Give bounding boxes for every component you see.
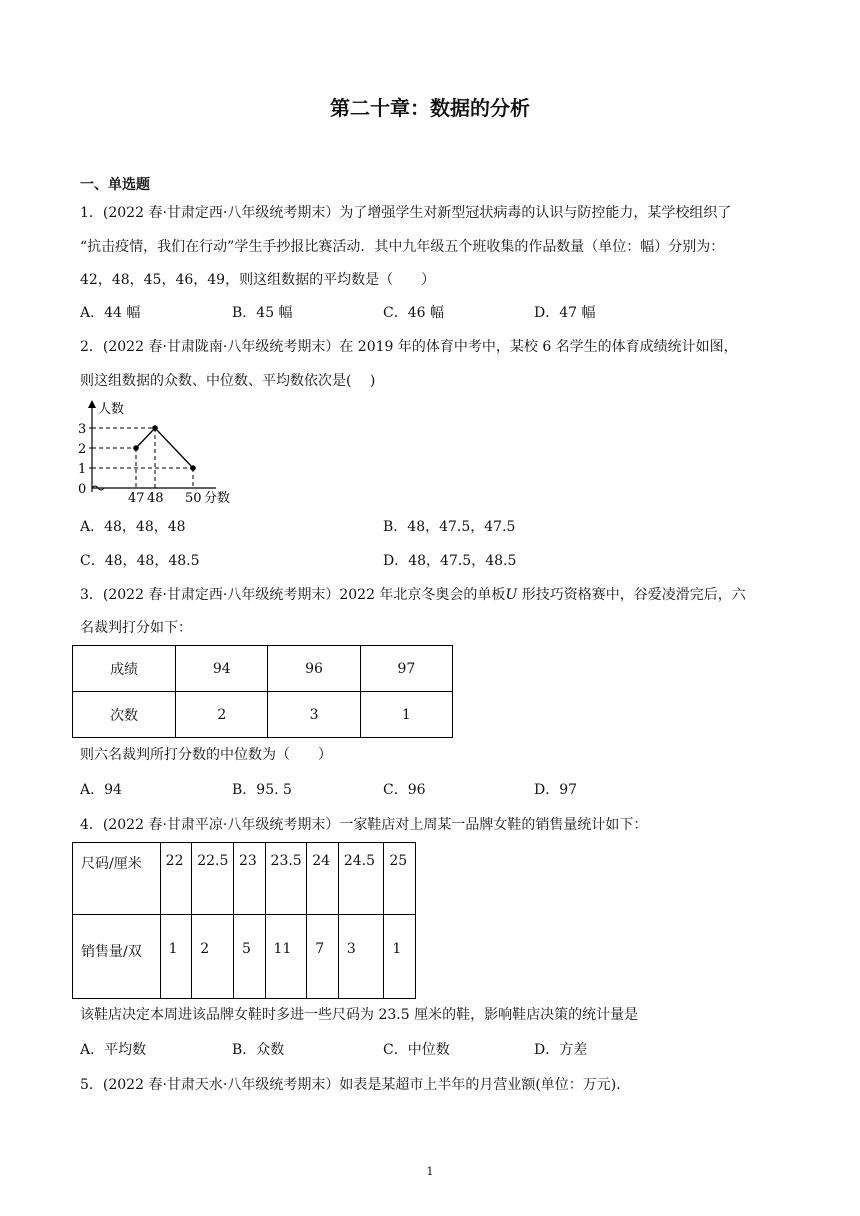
q5-line1: 5．(2022 春·甘肃天水·八年级统考期末）如表是某超市上半年的月营业额(单位：万元)． [80,1077,631,1093]
page-title: 第二十章：数据的分析 [330,96,530,120]
table-cell: 24.5 [338,843,384,915]
table-cell: 1 [160,915,192,999]
table-cell: 3 [268,692,360,738]
section-heading: 一、单选题 [80,177,150,193]
page-number: 1 [426,1165,434,1178]
q1-line3: 42，48，45，46，49，则这组数据的平均数是（ ） [80,272,436,288]
data-point [152,425,158,431]
table-cell: 5 [233,915,265,999]
table-cell: 2 [176,692,268,738]
data-point [190,465,196,471]
q1-option-b: B．45 幅 [232,305,293,321]
q3-line2: 名裁判打分如下： [80,620,192,636]
x-tick-label: 50 [185,491,202,506]
q4-option-d: D．方差 [534,1042,588,1058]
table-cell: 尺码/厘米 [73,843,161,915]
y-axis-arrow [88,400,96,408]
table-cell: 销售量/双 [73,915,161,999]
table-cell: 1 [384,915,416,999]
q3-option-b: B．95. 5 [232,782,292,798]
q3-line1-end: 形技巧资格赛中，谷爱凌滑完后，六 [517,587,746,603]
table-cell: 3 [338,915,384,999]
y-axis-label: 人数 [98,402,125,417]
q2-option-d: D．48，47.5，48.5 [383,553,517,569]
score-line-chart [76,398,246,508]
q4-line1: 4．(2022 春·甘肃平凉·八年级统考期末）一家鞋店对上周某一品牌女鞋的销售量统计如下： [80,817,648,833]
series-line [136,428,193,468]
q1-line1: 1．(2022 春·甘肃定西·八年级统考期末）为了增强学生对新型冠状病毒的认识与防控能力，某学校组织了 [80,205,732,221]
x-axis-label: 分数 [204,491,231,506]
q3-option-a: A．94 [80,782,122,798]
q3-option-c: C．96 [383,782,426,798]
q2-option-b: B．48，47.5，47.5 [383,519,516,535]
q2-line1: 2．(2022 春·甘肃陇南·八年级统考期末）在 2019 年的体育中考中，某校 6 名学生的体育成绩统计如图， [80,339,738,355]
table-cell: 94 [176,646,268,692]
q3-italic-u: U [505,587,518,603]
q4-sales-table [72,842,416,999]
q2-line2: 则这组数据的众数、中位数、平均数依次是( ) [80,373,376,389]
q3-line1-start: 3．(2022 春·甘肃定西·八年级统考期末）2022 年北京冬奥会的单板 [80,587,506,603]
table-cell: 23 [233,843,265,915]
q4-option-c: C．中位数 [383,1042,450,1058]
table-cell: 23.5 [265,843,307,915]
table-cell: 2 [192,915,234,999]
table-cell: 22.5 [192,843,234,915]
q4-option-b: B．众数 [232,1042,285,1058]
table-cell: 22 [160,843,192,915]
q4-option-a: A．平均数 [80,1042,147,1058]
table-cell: 97 [360,646,452,692]
y-tick-label: 2 [78,442,87,457]
table-cell: 7 [307,915,339,999]
table-cell: 24 [307,843,339,915]
q2-option-a: A．48，48，48 [80,519,186,535]
table-cell: 96 [268,646,360,692]
table-cell: 成绩 [73,646,176,692]
table-cell: 1 [360,692,452,738]
q3-option-d: D．97 [534,782,578,798]
q1-option-c: C．46 幅 [383,305,444,321]
q3-line1 [80,586,746,604]
table-cell: 次数 [73,692,176,738]
q3-score-table [72,645,453,738]
table-cell: 25 [384,843,416,915]
y-tick-label: 0 [78,482,87,497]
x-tick-label: 47 [128,491,145,506]
y-tick-label: 1 [78,462,87,477]
q2-option-c: C．48，48，48.5 [80,553,200,569]
q3-line3: 则六名裁判所打分数的中位数为（ ） [80,747,332,763]
q1-line2: “抗击疫情，我们在行动”学生手抄报比赛活动．其中九年级五个班收集的作品数量（单位：幅）分别为： [80,239,725,255]
q1-option-d: D．47 幅 [534,305,596,321]
x-tick-label: 48 [147,491,164,506]
data-point [133,445,139,451]
q4-line2: 该鞋店决定本周进该品牌女鞋时多进一些尺码为 23.5 厘米的鞋，影响鞋店决策的统计量是 [80,1007,639,1023]
y-tick-label: 3 [78,422,87,437]
table-cell: 11 [265,915,307,999]
q1-option-a: A．44 幅 [80,305,141,321]
